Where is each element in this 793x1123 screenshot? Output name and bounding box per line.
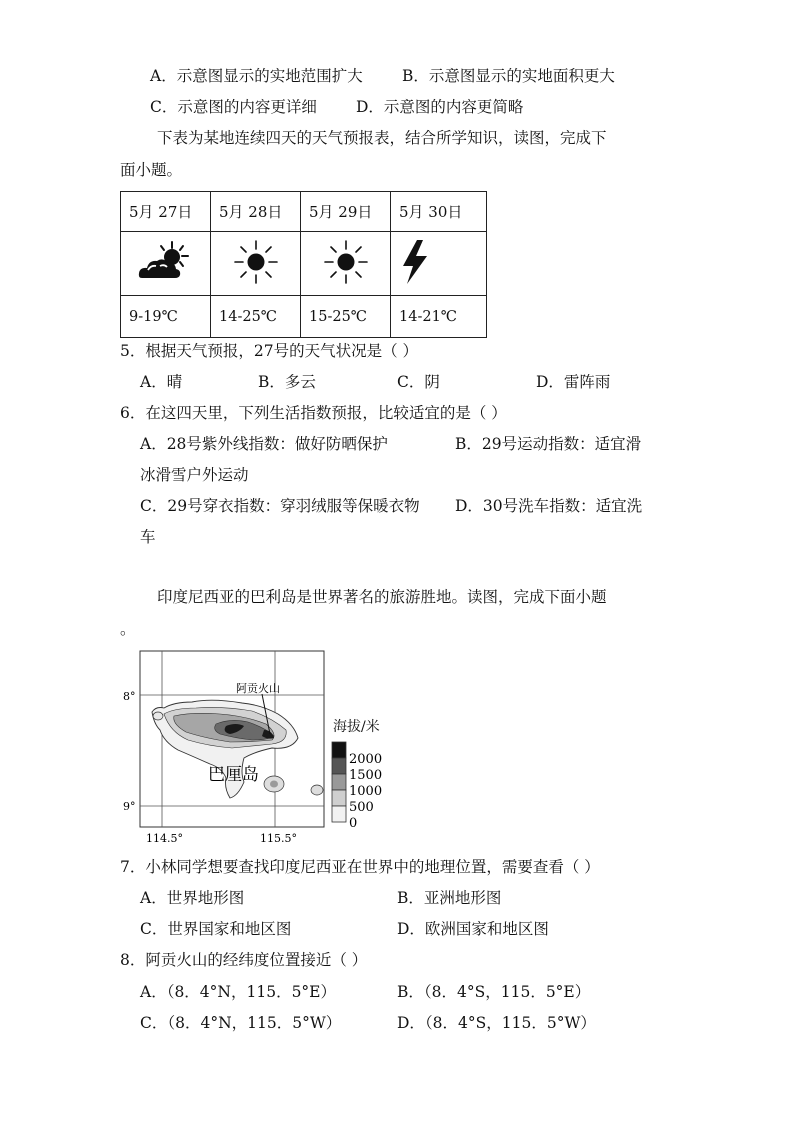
legend-swatch	[332, 774, 346, 790]
q5-stem: 5．根据天气预报，27号的天气状况是（ ）	[120, 342, 419, 360]
q8-option-d: D．（8．4°S，115．5°W）	[397, 1014, 596, 1032]
q6-option-c: C．29号穿衣指数：穿羽绒服等保暖衣物	[140, 497, 420, 515]
legend-value: 1500	[349, 768, 383, 783]
q7-stem: 7．小林同学想要查找印度尼西亚在世界中的地理位置，需要查看（ ）	[120, 858, 600, 876]
intro-weather-line1: 下表为某地连续四天的天气预报表，结合所学知识，读图，完成下	[157, 129, 607, 147]
q8-stem: 8．阿贡火山的经纬度位置接近（ ）	[120, 951, 368, 969]
q8-option-b: B．（8．4°S，115．5°E）	[397, 983, 591, 1001]
intro-weather-line2: 面小题。	[120, 161, 183, 179]
legend-value: 2000	[349, 752, 383, 767]
legend-title: 海拔/米	[333, 719, 380, 735]
q5-option-c: C．阴	[397, 373, 440, 391]
forecast-date: 5月 30日	[391, 192, 487, 232]
volcano-label: 阿贡火山	[236, 682, 280, 695]
legend-value: 0	[349, 816, 358, 830]
q6-option-b: B．29号运动指数：适宜滑	[455, 435, 642, 453]
forecast-temp: 15-25℃	[301, 296, 391, 338]
elevation-legend	[330, 740, 400, 830]
q5-option-d: D．雷阵雨	[536, 373, 611, 391]
island-label: 巴厘岛	[208, 765, 259, 785]
intro-bali-line2: 。	[120, 620, 136, 638]
forecast-icon-cell	[391, 232, 487, 296]
latitude-label-8: 8°	[123, 690, 136, 703]
q7-option-d: D．欧洲国家和地区图	[397, 920, 549, 938]
weather-forecast-table	[120, 191, 487, 338]
q4-option-a: A．示意图显示的实地范围扩大	[150, 67, 363, 85]
q4-option-d: D．示意图的内容更简略	[356, 98, 524, 116]
forecast-temp: 14-21℃	[391, 296, 487, 338]
q5-option-b: B．多云	[258, 373, 316, 391]
legend-swatch	[332, 790, 346, 806]
q7-option-b: B．亚洲地形图	[397, 889, 502, 907]
q4-option-b: B．示意图显示的实地面积更大	[402, 67, 615, 85]
legend-value: 1000	[349, 784, 383, 799]
q6-option-d: D．30号洗车指数：适宜洗	[455, 497, 643, 515]
partly-cloudy-icon	[136, 240, 196, 284]
forecast-temp: 9-19℃	[121, 296, 211, 338]
sunny-icon	[321, 237, 371, 287]
q6-option-b-continued: 冰滑雪户外运动	[140, 466, 249, 484]
intro-bali-line1: 印度尼西亚的巴利岛是世界著名的旅游胜地。读图，完成下面小题	[157, 588, 607, 606]
forecast-date: 5月 29日	[301, 192, 391, 232]
longitude-label-left: 114.5°	[146, 832, 183, 845]
forecast-temp: 14-25℃	[211, 296, 301, 338]
forecast-date: 5月 28日	[211, 192, 301, 232]
q7-option-c: C．世界国家和地区图	[140, 920, 292, 938]
latitude-label-9: 9°	[123, 800, 136, 813]
legend-swatch	[332, 758, 346, 774]
q6-option-d-continued: 车	[140, 528, 156, 546]
forecast-icon-cell	[121, 232, 211, 296]
forecast-icon-cell	[211, 232, 301, 296]
thunderstorm-icon	[397, 238, 433, 286]
forecast-icon-cell	[301, 232, 391, 296]
sunny-icon	[231, 237, 281, 287]
q6-stem: 6．在这四天里，下列生活指数预报，比较适宜的是（ ）	[120, 404, 507, 422]
longitude-label-right: 115.5°	[260, 832, 297, 845]
q8-option-c: C．（8．4°N，115．5°W）	[140, 1014, 342, 1032]
q8-option-a: A．（8．4°N，115．5°E）	[140, 983, 336, 1001]
q6-option-a: A．28号紫外线指数：做好防晒保护	[140, 435, 388, 453]
forecast-date: 5月 27日	[121, 192, 211, 232]
legend-value: 500	[349, 800, 374, 815]
q5-option-a: A．晴	[140, 373, 183, 391]
q7-option-a: A．世界地形图	[140, 889, 245, 907]
legend-swatch	[332, 742, 346, 758]
legend-swatch	[332, 806, 346, 822]
q4-option-c: C．示意图的内容更详细	[150, 98, 317, 116]
